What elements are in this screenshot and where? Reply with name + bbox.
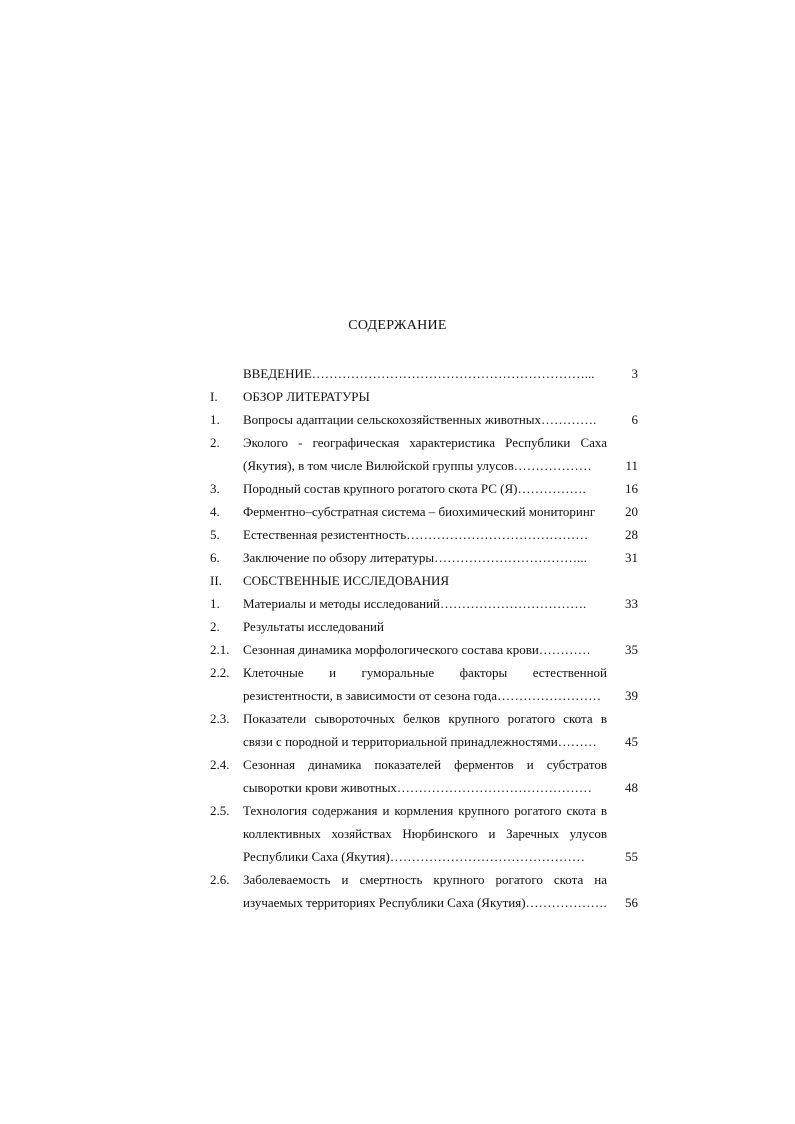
toc-entry-page: 39 bbox=[625, 688, 638, 703]
toc-entry-title: сыворотки крови животных……………………………………… bbox=[243, 780, 592, 795]
toc-entry-number: 6. bbox=[210, 550, 220, 565]
toc-entry-line bbox=[208, 477, 638, 500]
toc-entry-line bbox=[208, 707, 638, 730]
table-of-contents bbox=[208, 362, 638, 914]
toc-entry-number: 2. bbox=[210, 619, 220, 634]
toc-entry-page: 20 bbox=[625, 504, 638, 519]
toc-entry-line bbox=[208, 845, 638, 868]
toc-entry-number: 2.2. bbox=[210, 665, 230, 680]
toc-entry-line bbox=[208, 615, 638, 638]
toc-entry-number: 2. bbox=[210, 435, 220, 450]
toc-entry-line bbox=[208, 385, 638, 408]
toc-entry-title: Сезонная динамика показателей ферментов и субстратов bbox=[243, 757, 607, 772]
page-title: СОДЕРЖАНИЕ bbox=[348, 318, 447, 333]
toc-entry-title: изучаемых территориях Республики Саха (Якутия)………………. bbox=[243, 895, 607, 910]
toc-entry-title: Ферментно–субстратная система – биохимический мониторинг bbox=[243, 504, 596, 519]
toc-entry-page: 16 bbox=[625, 481, 638, 496]
toc-entry-number: II. bbox=[210, 573, 222, 588]
toc-entry-line bbox=[208, 776, 638, 799]
toc-entry-line bbox=[208, 523, 638, 546]
toc-entry-line bbox=[208, 684, 638, 707]
toc-entry-line bbox=[208, 546, 638, 569]
toc-entry-line bbox=[208, 569, 638, 592]
toc-entry-title: СОБСТВЕННЫЕ ИССЛЕДОВАНИЯ bbox=[243, 573, 450, 588]
toc-entry-title: Эколого - географическая характеристика Республики Саха bbox=[243, 435, 607, 450]
toc-entry-number: I. bbox=[210, 389, 218, 404]
toc-entry-line bbox=[208, 592, 638, 615]
toc-entry-page: 6 bbox=[631, 412, 638, 427]
toc-entry-title: Технология содержания и кормления крупного рогатого скота в bbox=[243, 803, 607, 818]
toc-entry-line bbox=[208, 454, 638, 477]
toc-entry-title: Естественная резистентность…………………………………… bbox=[243, 527, 589, 542]
toc-entry-number: 3. bbox=[210, 481, 220, 496]
toc-entry-line bbox=[208, 408, 638, 431]
toc-entry-page: 28 bbox=[625, 527, 638, 542]
toc-entry-number: 2.4. bbox=[210, 757, 230, 772]
toc-entry-title: Показатели сывороточных белков крупного рогатого скота в bbox=[243, 711, 607, 726]
toc-entry-page: 48 bbox=[625, 780, 638, 795]
toc-entry-title: (Якутия), в том числе Вилюйской группы улусов……………… bbox=[243, 458, 592, 473]
toc-entry-line bbox=[208, 822, 638, 845]
toc-entry-title: коллективных хозяйствах Нюрбинского и Заречных улусов bbox=[243, 826, 607, 841]
toc-entry-page: 3 bbox=[631, 366, 638, 381]
toc-entry-number: 2.6. bbox=[210, 872, 230, 887]
toc-entry-number: 5. bbox=[210, 527, 220, 542]
toc-entry-line bbox=[208, 730, 638, 753]
toc-entry-number: 2.5. bbox=[210, 803, 230, 818]
toc-entry-page: 33 bbox=[625, 596, 638, 611]
toc-entry-line bbox=[208, 661, 638, 684]
toc-entry-line bbox=[208, 868, 638, 891]
toc-entry-line bbox=[208, 891, 638, 914]
toc-entry-title: Вопросы адаптации сельскохозяйственных животных…………. bbox=[243, 412, 597, 427]
toc-entry-title: резистентности, в зависимости от сезона года…………………… bbox=[243, 688, 602, 703]
toc-entry-page: 55 bbox=[625, 849, 638, 864]
toc-entry-line bbox=[208, 431, 638, 454]
toc-entry-number: 1. bbox=[210, 412, 220, 427]
toc-entry-title: ВВЕДЕНИЕ………………………………………………………... bbox=[243, 366, 595, 381]
toc-entry-line bbox=[208, 500, 638, 523]
toc-entry-number: 2.1. bbox=[210, 642, 230, 657]
toc-entry-title: Республики Саха (Якутия)……………………………………… bbox=[243, 849, 585, 864]
toc-entry-line bbox=[208, 753, 638, 776]
toc-entry-title: Клеточные и гуморальные факторы естественной bbox=[243, 665, 607, 680]
toc-entry-title: Породный состав крупного рогатого скота РС (Я)……………. bbox=[243, 481, 586, 496]
toc-entry-title: Заключение по обзору литературы……………………………... bbox=[243, 550, 587, 565]
toc-entry-title: Заболеваемость и смертность крупного рогатого скота на bbox=[243, 872, 607, 887]
toc-entry-page: 31 bbox=[625, 550, 638, 565]
toc-entry-number: 4. bbox=[210, 504, 220, 519]
toc-entry-page: 56 bbox=[625, 895, 638, 910]
toc-entry-title: Сезонная динамика морфологического состава крови………… bbox=[243, 642, 591, 657]
toc-entry-title: Результаты исследований bbox=[243, 619, 384, 634]
toc-entry-line bbox=[208, 362, 638, 385]
toc-entry-number: 1. bbox=[210, 596, 220, 611]
toc-entry-title: Материалы и методы исследований……………………………. bbox=[243, 596, 587, 611]
toc-entry-line bbox=[208, 799, 638, 822]
toc-entry-page: 11 bbox=[625, 458, 638, 473]
toc-entry-number: 2.3. bbox=[210, 711, 230, 726]
toc-entry-page: 45 bbox=[625, 734, 638, 749]
toc-entry-page: 35 bbox=[625, 642, 638, 657]
toc-entry-line bbox=[208, 638, 638, 661]
toc-entry-title: связи с породной и территориальной принадлежностями……… bbox=[243, 734, 597, 749]
toc-entry-title: ОБЗОР ЛИТЕРАТУРЫ bbox=[243, 389, 370, 404]
